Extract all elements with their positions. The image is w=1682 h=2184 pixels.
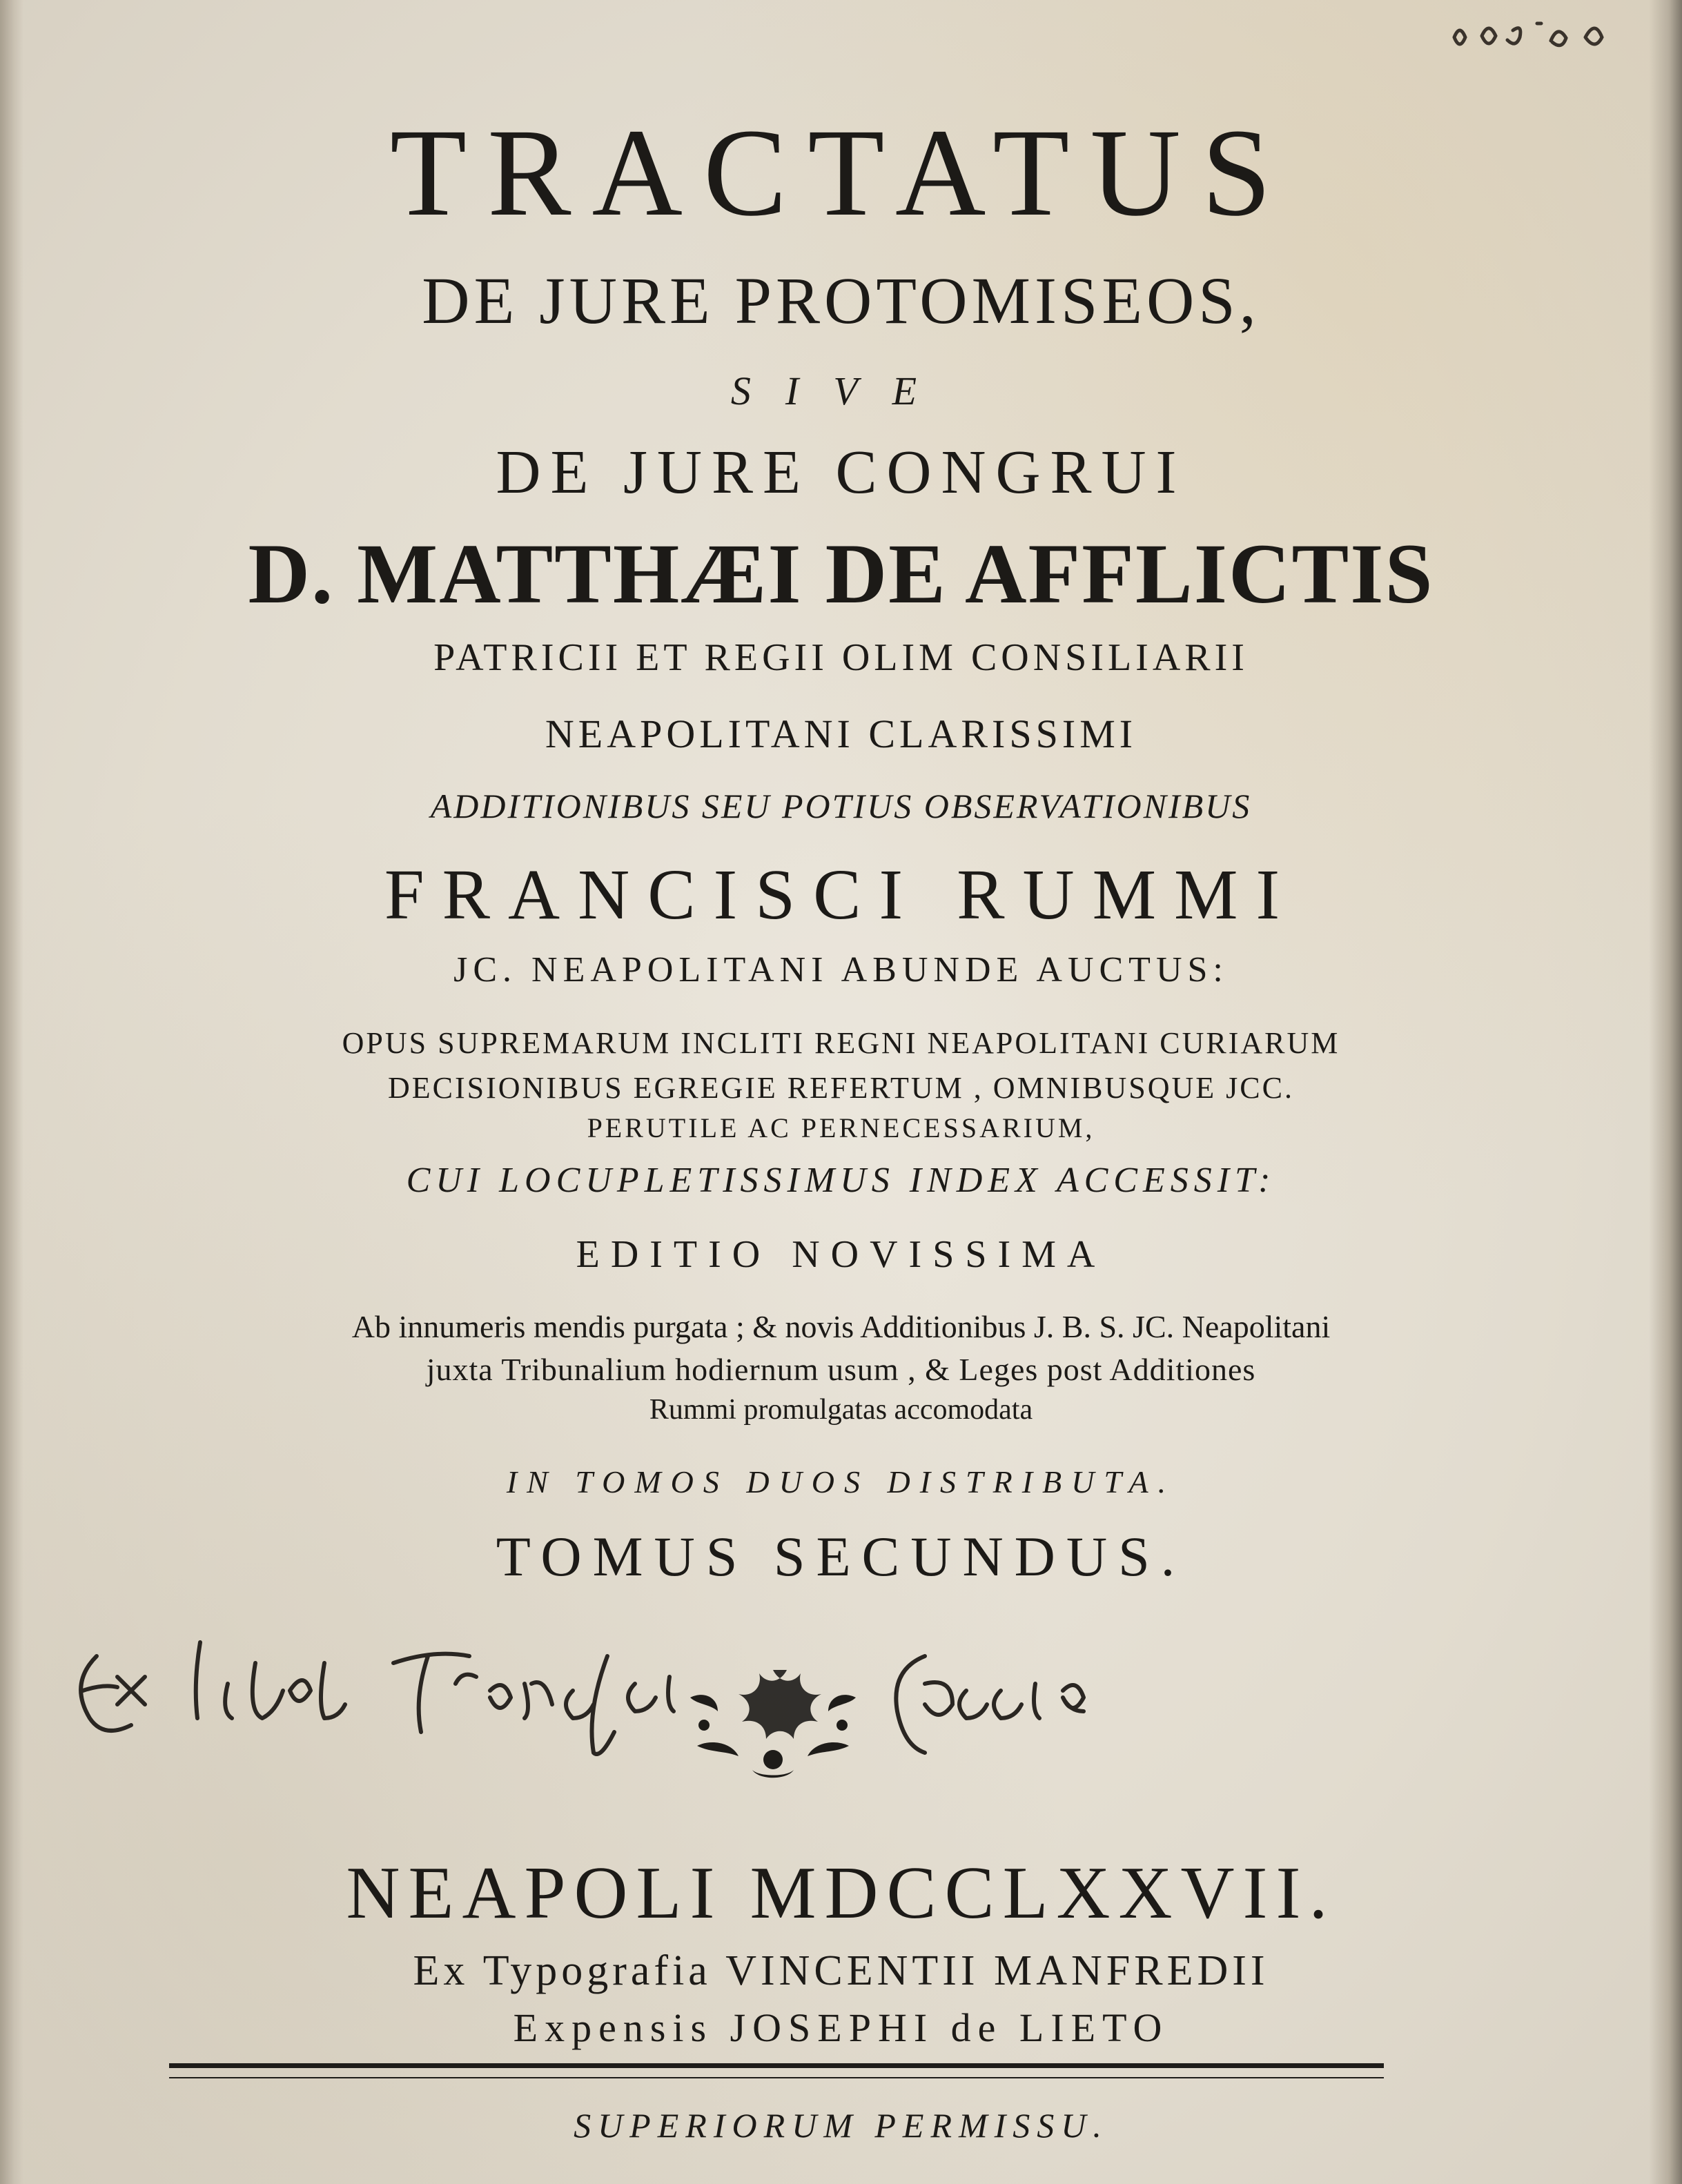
printers-ornament: [676, 1656, 870, 1787]
subtitle-de-jure-congrui: DE JURE CONGRUI: [496, 438, 1186, 506]
publisher-statement: Expensis JOSEPHI de LIETO: [513, 2005, 1169, 2050]
shelf-mark-annotation: [1447, 10, 1627, 58]
printer-statement: Ex Typografia VINCENTII MANFREDII: [413, 1947, 1269, 1994]
double-rule-thick: [169, 2063, 1384, 2068]
author-titles-line-1: PATRICII ET REGII OLIM CONSILIARII: [433, 636, 1249, 679]
permission-statement: SUPERIORUM PERMISSU.: [574, 2106, 1108, 2145]
description-line-3: PERUTILE AC PERNECESSARIUM,: [587, 1112, 1095, 1143]
edition-note-line-3: Rummi promulgatas accomodata: [649, 1394, 1033, 1426]
additions-intro: ADDITIONIBUS SEU POTIUS OBSERVATIONIBUS: [430, 787, 1252, 825]
handwritten-ex-libris: [69, 1615, 1146, 1773]
double-rule-thin: [169, 2077, 1384, 2078]
book-title: TRACTATUS: [389, 104, 1293, 242]
edition-statement: EDITIO NOVISSIMA: [576, 1233, 1106, 1276]
author-titles-line-2: NEAPOLITANI CLARISSIMI: [545, 711, 1137, 756]
edition-note-line-1: Ab innumeris mendis purgata ; & novis Additionibus J. B. S. JC. Neapolitani: [351, 1309, 1331, 1344]
author-name: D. MATTHÆI DE AFFLICTIS: [248, 527, 1434, 621]
editor-name: FRANCISCI RUMMI: [384, 855, 1298, 934]
edition-note-line-2: juxta Tribunalium hodiernum usum , & Leges post Additiones: [426, 1352, 1256, 1387]
index-note: CUI LOCUPLETISSIMUS INDEX ACCESSIT:: [406, 1161, 1276, 1200]
volume-number: TOMUS SECUNDUS.: [496, 1525, 1186, 1588]
description-line-2: DECISIONIBUS EGREGIE REFERTUM , OMNIBUSQUE JCC.: [388, 1071, 1294, 1105]
volumes-note: IN TOMOS DUOS DISTRIBUTA.: [506, 1464, 1176, 1499]
imprint-place-and-year: NEAPOLI MDCCLXXVII.: [346, 1852, 1336, 1934]
editor-titles: JC. NEAPOLITANI ABUNDE AUCTUS:: [453, 950, 1229, 990]
subtitle-de-jure-protomiseos: DE JURE PROTOMISEOS,: [422, 264, 1260, 337]
description-line-1: OPUS SUPREMARUM INCLITI REGNI NEAPOLITANI CURIARUM: [342, 1026, 1340, 1060]
conjunction-sive: SIVE: [730, 368, 952, 413]
